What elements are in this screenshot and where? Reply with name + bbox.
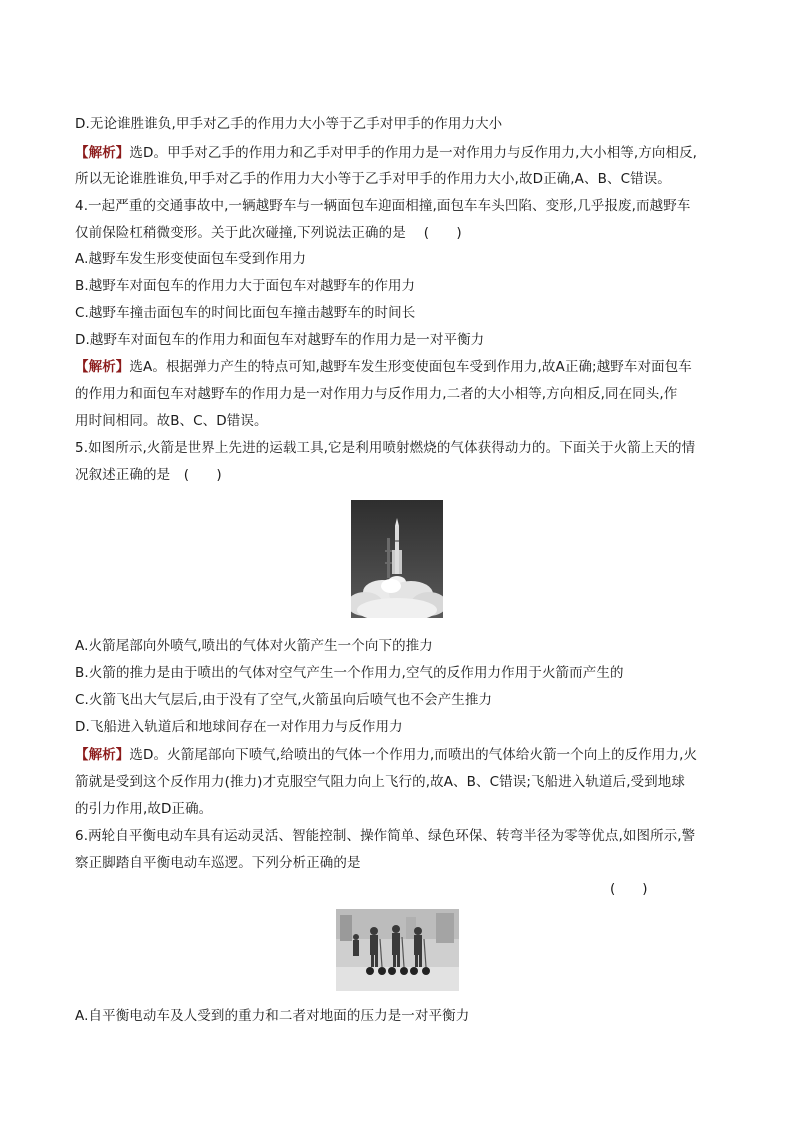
q5-option-a: A.火箭尾部向外喷气,喷出的气体对火箭产生一个向下的推力 <box>75 638 433 654</box>
analysis-text: 选D。火箭尾部向下喷气,给喷出的气体一个作用力,而喷出的气体给火箭一个向上的反作用力,火 <box>129 747 698 763</box>
q4-analysis-line-1 <box>75 358 725 376</box>
analysis-tag: 【解析】 <box>75 359 130 375</box>
segway-police-icon <box>336 909 459 991</box>
q5-stem-line-1: 5.如图所示,火箭是世界上先进的运载工具,它是利用喷射燃烧的气体获得动力的。下面关于火箭上天的情 <box>75 440 696 456</box>
q6-stem-line-1: 6.两轮自平衡电动车具有运动灵活、智能控制、操作简单、绿色环保、转弯半径为零等优点,如图所示,警 <box>75 828 696 844</box>
q3-option-d: D.无论谁胜谁负,甲手对乙手的作用力大小等于乙手对甲手的作用力大小 <box>75 116 503 132</box>
q3-analysis-line-1 <box>75 144 725 162</box>
police-segway-image <box>336 909 459 991</box>
q5-analysis-line-2: 箭就是受到这个反作用力(推力)才克服空气阻力向上飞行的,故A、B、C错误;飞船进入轨道后,受到地球 <box>75 774 685 790</box>
q4-option-b: B.越野车对面包车的作用力大于面包车对越野车的作用力 <box>75 278 416 294</box>
q4-option-c: C.越野车撞击面包车的时间比面包车撞击越野车的时间长 <box>75 305 416 321</box>
q4-analysis-line-3: 用时间相同。故B、C、D错误。 <box>75 413 268 429</box>
rocket-launch-image <box>351 500 443 618</box>
analysis-tag: 【解析】 <box>75 747 130 763</box>
q4-option-d: D.越野车对面包车的作用力和面包车对越野车的作用力是一对平衡力 <box>75 332 485 348</box>
rocket-icon <box>351 500 443 618</box>
q4-analysis-line-2: 的作用力和面包车对越野车的作用力是一对作用力与反作用力,二者的大小相等,方向相反,同在同头,作 <box>75 386 678 402</box>
analysis-text: 选D。甲手对乙手的作用力和乙手对甲手的作用力是一对作用力与反作用力,大小相等,方向相反, <box>129 145 698 161</box>
q6-answer-blank: ( ) <box>610 881 648 897</box>
q6-stem-line-2: 察正脚踏自平衡电动车巡逻。下列分析正确的是 <box>75 855 361 871</box>
q5-analysis-line-3: 的引力作用,故D正确。 <box>75 801 213 817</box>
q3-analysis-line-2: 所以无论谁胜谁负,甲手对乙手的作用力大小等于乙手对甲手的作用力大小,故D正确,A、B、C错误。 <box>75 171 671 187</box>
q4-option-a: A.越野车发生形变使面包车受到作用力 <box>75 251 307 267</box>
q6-option-a: A.自平衡电动车及人受到的重力和二者对地面的压力是一对平衡力 <box>75 1008 470 1024</box>
q5-option-b: B.火箭的推力是由于喷出的气体对空气产生一个作用力,空气的反作用力作用于火箭而产生的 <box>75 665 624 681</box>
q4-stem-line-2: 仅前保险杠稍微变形。关于此次碰撞,下列说法正确的是 ( ) <box>75 225 462 241</box>
q5-analysis-line-1 <box>75 746 725 764</box>
q5-option-d: D.飞船进入轨道后和地球间存在一对作用力与反作用力 <box>75 719 403 735</box>
q5-option-c: C.火箭飞出大气层后,由于没有了空气,火箭虽向后喷气也不会产生推力 <box>75 692 493 708</box>
q5-stem-line-2: 况叙述正确的是 ( ) <box>75 467 222 483</box>
analysis-tag: 【解析】 <box>75 145 130 161</box>
analysis-text: 选A。根据弹力产生的特点可知,越野车发生形变使面包车受到作用力,故A正确;越野车对面包车 <box>129 359 692 375</box>
q4-stem-line-1: 4.一起严重的交通事故中,一辆越野车与一辆面包车迎面相撞,面包车车头凹陷、变形,几乎报废,而越野车 <box>75 198 691 214</box>
